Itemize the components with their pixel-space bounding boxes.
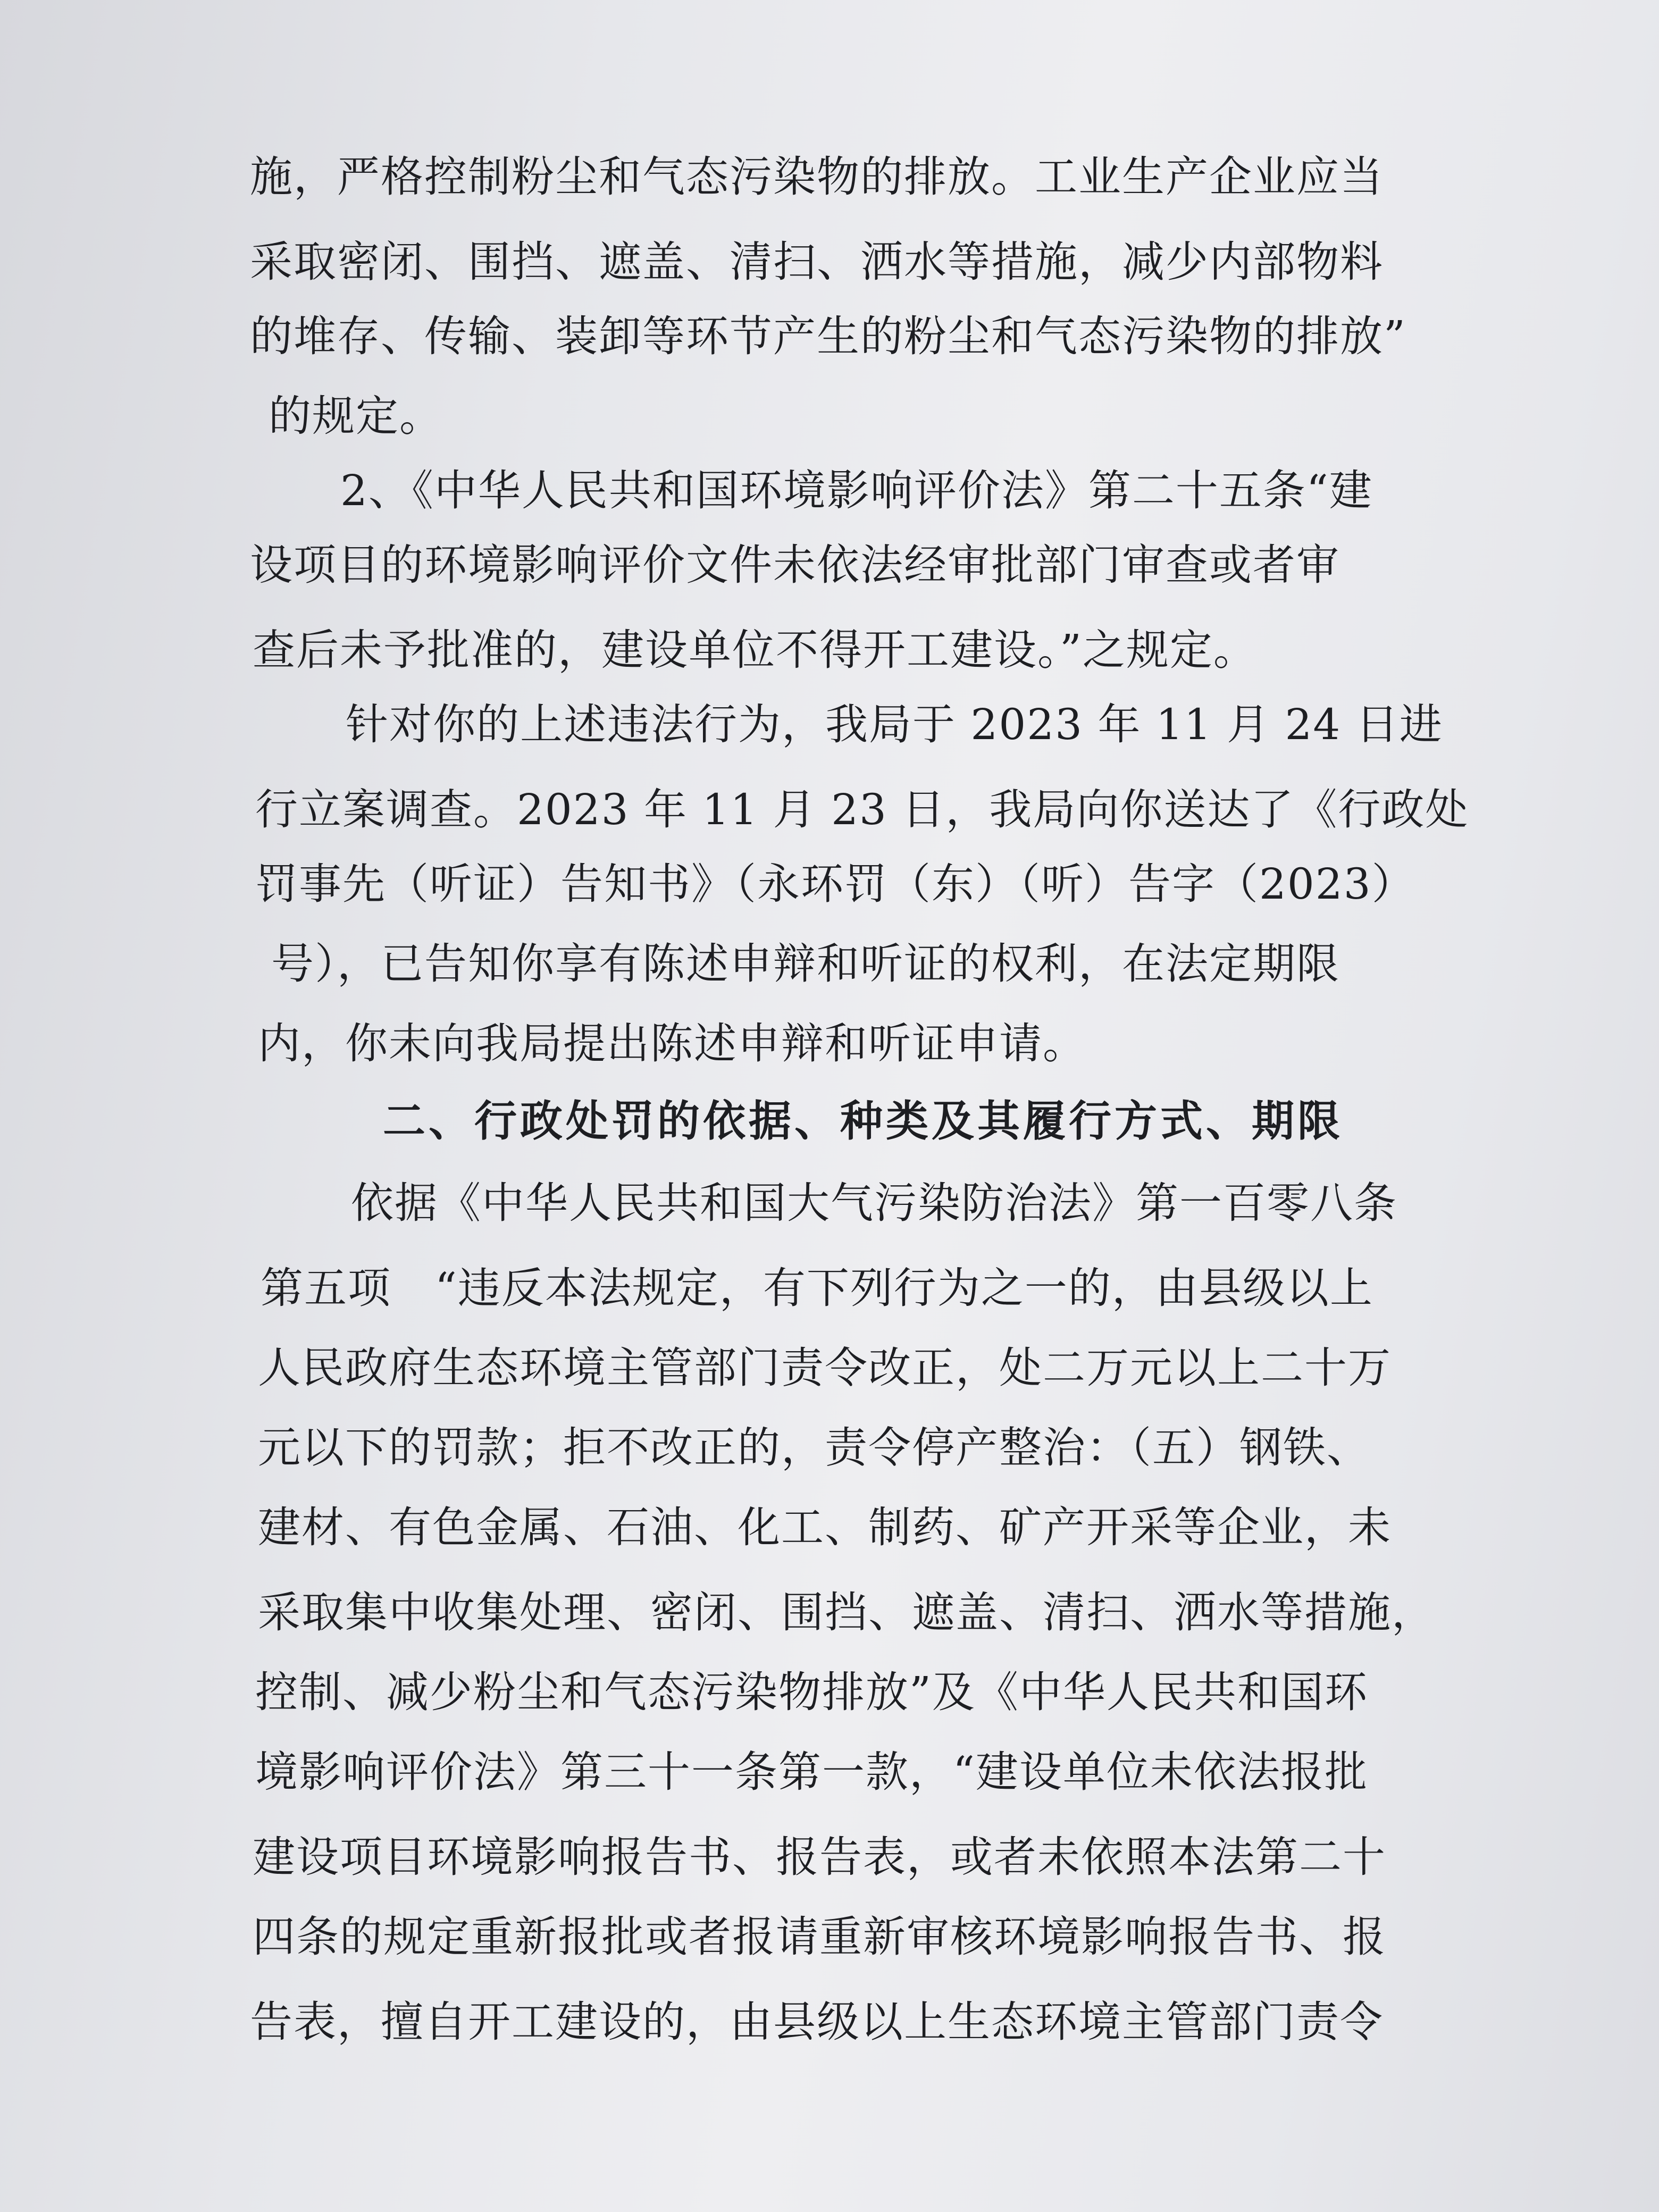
text-line: 罚事先（听证）告知书》（永环罚（东）（听）告字（2023） [255,859,1415,909]
text-line: 依据《中华人民共和国大气污染防治法》第一百零八条 [351,1178,1397,1228]
text-line: 号），已告知你享有陈述申辩和听证的权利，在法定期限 [271,939,1340,988]
text-line: 控制、减少粉尘和气态污染物排放”及《中华人民共和国环 [255,1668,1368,1717]
text-line: 人民政府生态环境主管部门责令改正，处二万元以上二十万 [258,1343,1392,1393]
text-line: 元以下的罚款；拒不改正的，责令停产整治：（五）钢铁、 [258,1423,1370,1472]
text-line: 境影响评价法》第三十一条第一款，“建设单位未依法报批 [255,1747,1368,1797]
text-line: 采取集中收集处理、密闭、围挡、遮盖、清扫、洒水等措施， [258,1588,1435,1637]
text-line: 建设项目环境影响报告书、报告表，或者未依照本法第二十 [253,1832,1386,1882]
section-heading: 二、行政处罚的依据、种类及其履行方式、期限 [383,1096,1343,1146]
text-line: 2、《中华人民共和国环境影响评价法》第二十五条“建 [340,466,1373,515]
text-line: 建材、有色金属、石油、化工、制药、矿产开采等企业，未 [258,1503,1392,1552]
text-line: 针对你的上述违法行为，我局于 2023 年 11 月 24 日进 [346,700,1443,749]
text-line: 采取密闭、围挡、遮盖、清扫、洒水等措施，减少内部物料 [250,237,1384,287]
text-line: 告表，擅自开工建设的，由县级以上生态环境主管部门责令 [250,1997,1384,2047]
text-line: 施，严格控制粉尘和气态污染物的排放。工业生产企业应当 [250,152,1384,202]
text-line: 的堆存、传输、装卸等环节产生的粉尘和气态污染物的排放” [250,312,1406,361]
text-line: 四条的规定重新报批或者报请重新审核环境影响报告书、报 [253,1912,1386,1962]
text-line: 内，你未向我局提出陈述申辩和听证申请。 [258,1019,1086,1068]
text-line: 行立案调查。2023 年 11 月 23 日，我局向你送达了《行政处 [255,785,1469,834]
text-line: 的规定。 [269,391,443,441]
text-line: 第五项 “违反本法规定，有下列行为之一的，由县级以上 [261,1263,1373,1313]
text-line: 设项目的环境影响评价文件未依法经审批部门审查或者审 [250,540,1340,590]
text-line: 查后未予批准的，建设单位不得开工建设。”之规定。 [253,625,1257,675]
